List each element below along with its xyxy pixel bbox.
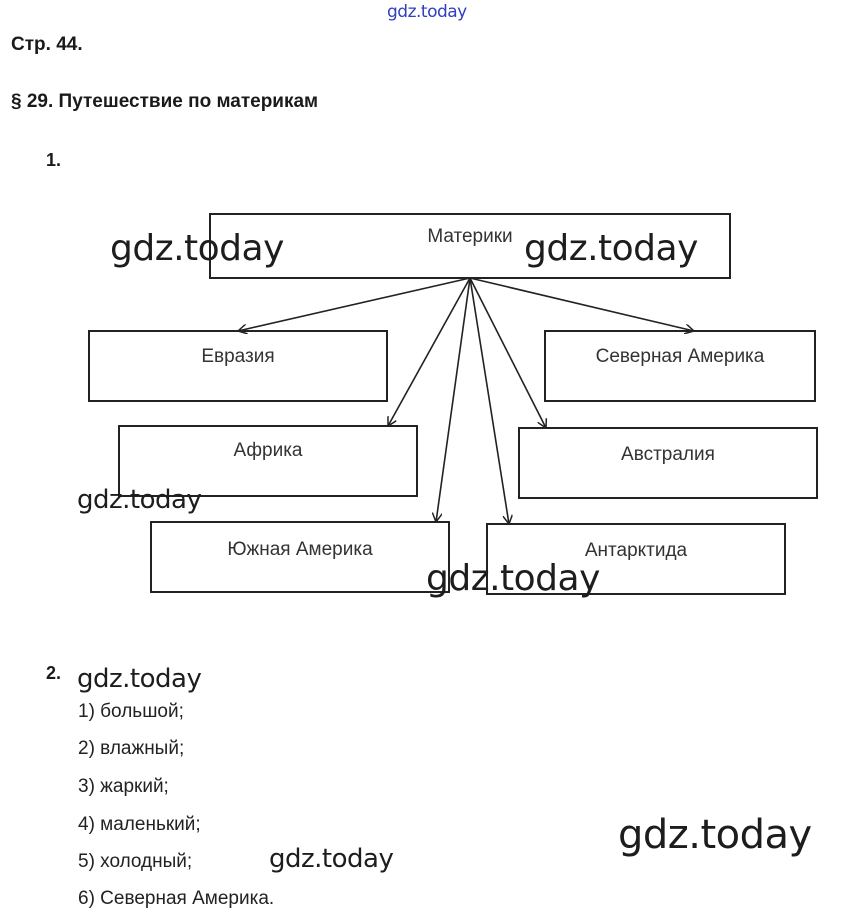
box-eurasia <box>88 330 388 402</box>
watermark-6: gdz.today <box>269 844 394 874</box>
watermark-5: gdz.today <box>77 664 202 694</box>
page-label: Стр. 44. <box>11 34 83 55</box>
box-north-america <box>544 330 816 402</box>
answer-5: 5) холодный; <box>78 851 193 872</box>
answer-4: 4) маленький; <box>78 814 201 835</box>
task-2-number: 2. <box>46 663 62 683</box>
arrow-to-north-america <box>470 278 694 331</box>
watermark-7: gdz.today <box>618 812 812 858</box>
section-title: § 29. Путешествие по материкам <box>11 91 319 112</box>
watermark-4: gdz.today <box>426 558 600 599</box>
watermark-top: gdz.today <box>387 2 467 22</box>
answer-2: 2) влажный; <box>78 738 185 759</box>
box-south-america <box>150 521 450 593</box>
box-antarctica-label: Антарктида <box>584 540 688 561</box>
box-eurasia-label: Евразия <box>201 346 275 367</box>
answer-3: 3) жаркий; <box>78 776 169 797</box>
arrow-to-eurasia <box>238 278 470 331</box>
answer-6: 6) Северная Америка. <box>78 888 275 909</box>
watermark-1: gdz.today <box>110 228 284 269</box>
watermark-3: gdz.today <box>77 485 202 515</box>
box-australia <box>518 427 818 499</box>
watermark-2: gdz.today <box>524 228 698 269</box>
box-africa-label: Африка <box>233 440 303 461</box>
box-south-america-label: Южная Америка <box>227 539 373 560</box>
arrow-to-africa <box>388 278 470 426</box>
answer-1: 1) большой; <box>78 701 184 722</box>
box-continents-root-label: Материки <box>427 226 513 247</box>
box-north-america-label: Северная Америка <box>595 346 765 367</box>
box-australia-label: Австралия <box>621 444 715 465</box>
task-1-number: 1. <box>46 150 62 170</box>
arrow-to-south-america <box>436 278 470 522</box>
